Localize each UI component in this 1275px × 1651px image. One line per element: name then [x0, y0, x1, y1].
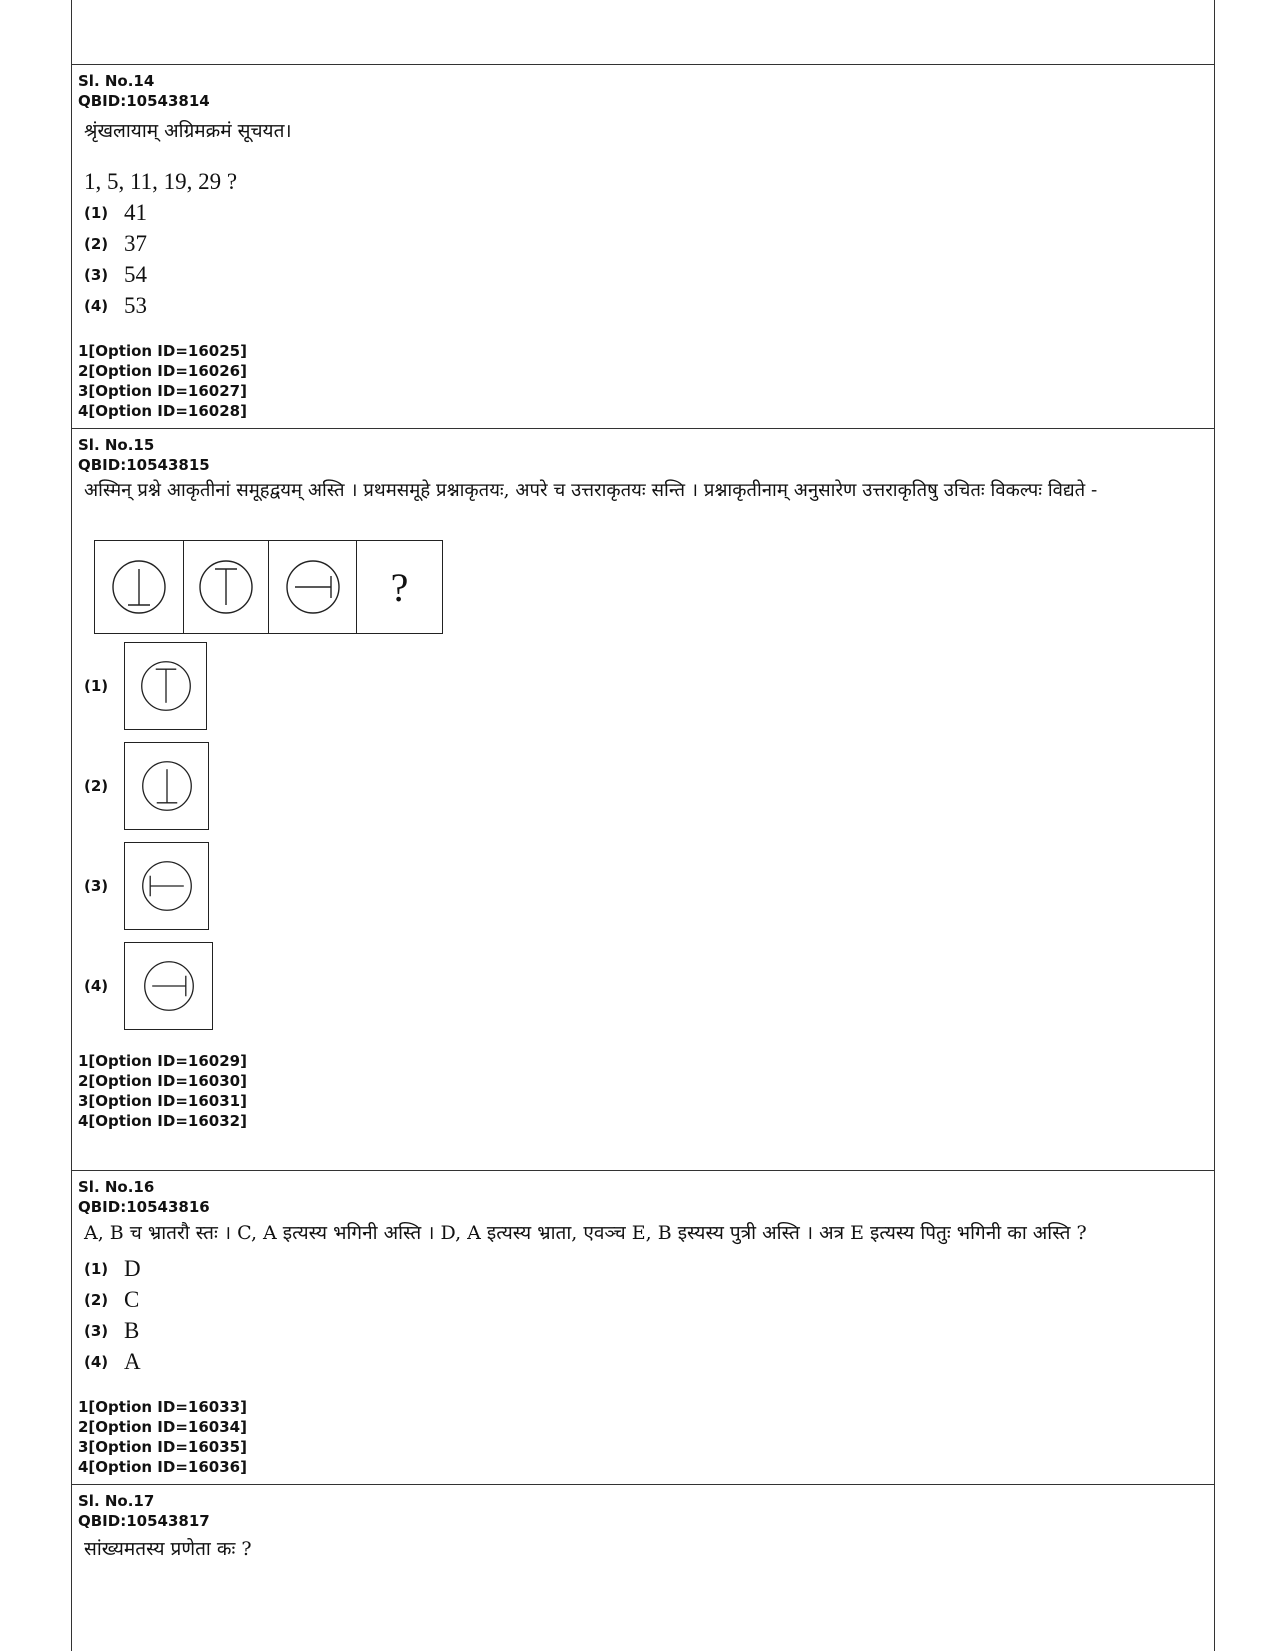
option-2 — [84, 742, 209, 830]
option-id: 2[Option ID=16034] — [78, 1418, 247, 1436]
question-16 — [72, 1170, 1214, 1484]
option-id-list — [78, 1397, 247, 1477]
option-number: (2) — [84, 777, 109, 795]
serial-number: Sl. No.17 — [78, 1492, 155, 1510]
option-number: (4) — [84, 977, 109, 995]
option-id: 1[Option ID=16025] — [78, 342, 247, 360]
option-id: 4[Option ID=16032] — [78, 1112, 247, 1130]
option-id: 1[Option ID=16033] — [78, 1398, 247, 1416]
option-1 — [84, 1253, 141, 1285]
option-text: 37 — [124, 231, 147, 256]
option-number: (4) — [84, 297, 109, 315]
option-text: B — [124, 1318, 140, 1343]
qbid: QBID:10543817 — [78, 1512, 210, 1530]
option-figure — [124, 742, 209, 830]
serial-number: Sl. No.14 — [78, 72, 155, 90]
option-id: 4[Option ID=16036] — [78, 1458, 247, 1476]
option-4 — [84, 942, 213, 1030]
circle-bar-left-icon — [139, 858, 195, 914]
option-1 — [84, 197, 147, 229]
circle-bar-down-icon — [196, 557, 256, 617]
option-number: (1) — [84, 204, 109, 222]
option-number: (1) — [84, 677, 109, 695]
option-text: 41 — [124, 200, 147, 225]
option-3 — [84, 842, 209, 930]
option-figure — [124, 642, 207, 730]
circle-bar-down-icon — [138, 658, 194, 714]
circle-bar-right-icon — [283, 557, 343, 617]
qbid: QBID:10543814 — [78, 92, 210, 110]
question-figure — [95, 541, 184, 633]
option-4 — [84, 1346, 141, 1378]
option-2 — [84, 1284, 139, 1316]
option-id: 2[Option ID=16026] — [78, 362, 247, 380]
option-text: 53 — [124, 293, 147, 318]
option-number: (2) — [84, 235, 109, 253]
option-id: 2[Option ID=16030] — [78, 1072, 247, 1090]
question-figure-row — [94, 540, 443, 634]
question-figure — [184, 541, 269, 633]
option-id-list — [78, 341, 247, 421]
question-mark: ? — [390, 564, 409, 610]
option-id: 4[Option ID=16028] — [78, 402, 247, 420]
option-2 — [84, 228, 147, 260]
option-number: (3) — [84, 877, 109, 895]
option-number: (2) — [84, 1291, 109, 1309]
qbid: QBID:10543816 — [78, 1198, 210, 1216]
option-number: (4) — [84, 1353, 109, 1371]
option-number: (3) — [84, 1322, 109, 1340]
question-stem: श्रृंखलायाम् अग्रिमक्रमं सूचयत। — [84, 120, 292, 142]
option-text: C — [124, 1287, 140, 1312]
question-paper-page — [71, 0, 1215, 1651]
option-id: 3[Option ID=16031] — [78, 1092, 247, 1110]
option-number: (1) — [84, 1260, 109, 1278]
question-stem: A, B च भ्रातरौ स्तः । C, A इत्यस्य भगिनी अस्ति । D, A इत्यस्य भ्राता, एवञ्च E, B इस्यस्य पुत्री अस्ति । अत्र E इत्यस्य पितुः भगिनी का अस्ति ? — [84, 1222, 1087, 1244]
option-id: 3[Option ID=16027] — [78, 382, 247, 400]
option-id: 3[Option ID=16035] — [78, 1438, 247, 1456]
option-3 — [84, 1315, 139, 1347]
qbid: QBID:10543815 — [78, 456, 210, 474]
option-text: A — [124, 1349, 141, 1374]
number-sequence: 1, 5, 11, 19, 29 ? — [84, 169, 238, 194]
question-stem: सांख्यमतस्य प्रणेता कः ? — [84, 1538, 252, 1560]
question-figure-blank — [357, 541, 442, 633]
serial-number: Sl. No.15 — [78, 436, 155, 454]
option-1 — [84, 642, 207, 730]
question-figure — [269, 541, 357, 633]
option-4 — [84, 290, 147, 322]
option-text: D — [124, 1256, 141, 1281]
circle-bar-up-icon — [139, 758, 195, 814]
option-id: 1[Option ID=16029] — [78, 1052, 247, 1070]
option-number: (3) — [84, 266, 109, 284]
option-3 — [84, 259, 147, 291]
circle-bar-right-icon — [141, 958, 197, 1014]
question-stem: अस्मिन् प्रश्ने आकृतीनां समूहद्वयम् अस्ति । प्रथमसमूहे प्रश्नाकृतयः, अपरे च उत्तराकृतयः सन्ति । प्रश्नाकृतीनाम् अनुसारेण उत्तराकृतिषु उचितः विकल्पः विद्यते - — [84, 480, 1098, 501]
option-text: 54 — [124, 262, 147, 287]
question-14 — [72, 64, 1214, 428]
option-id-list — [78, 1051, 247, 1131]
question-15 — [72, 428, 1214, 1170]
question-17 — [72, 1484, 1214, 1651]
serial-number: Sl. No.16 — [78, 1178, 155, 1196]
option-figure — [124, 842, 209, 930]
circle-bar-up-icon — [109, 557, 169, 617]
option-figure — [124, 942, 213, 1030]
